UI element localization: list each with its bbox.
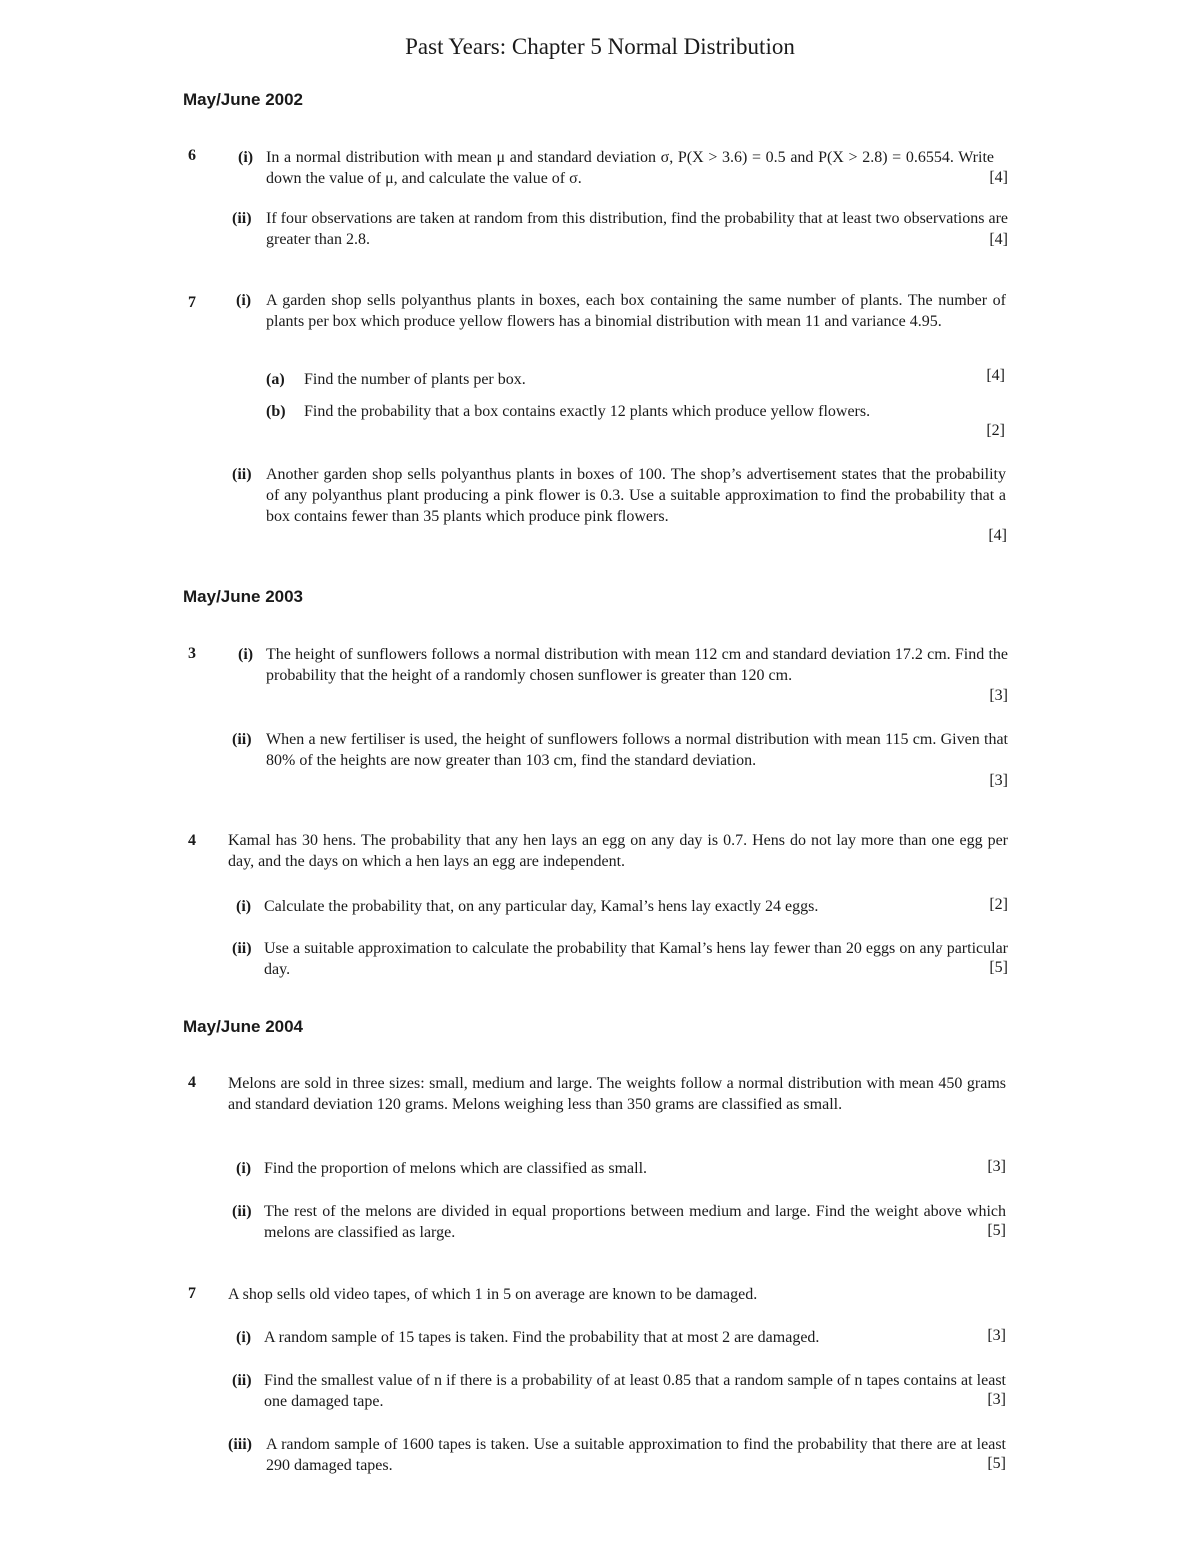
- marks: [3]: [989, 687, 1008, 704]
- part-label: (i): [238, 149, 254, 166]
- subpart-text: Find the number of plants per box.: [304, 371, 526, 388]
- part-text: When a new fertiliser is used, the height of sunflowers follows a normal distribution with mean 115 cm. Given that 80% of the heights are now greater than 103 cm, find the standard deviation.: [266, 731, 1008, 769]
- question-intro: Melons are sold in three sizes: small, medium and large. The weights follow a normal distribution with mean 450 grams and standard deviation 120 grams. Melons weighing less than 350 grams are classified as small.: [228, 1075, 1006, 1113]
- part-text: The rest of the melons are divided in equal proportions between medium and large. Find the weight above which melons are classified as large.: [264, 1203, 1006, 1241]
- question-part: [232, 464, 1006, 527]
- part-label: (ii): [232, 466, 252, 483]
- part-label: (i): [236, 1329, 252, 1346]
- marks: [4]: [989, 169, 1008, 186]
- question-part: [236, 896, 936, 917]
- subpart-label: (b): [266, 403, 286, 420]
- question-part: [228, 1434, 1006, 1476]
- question-part: [232, 938, 1008, 980]
- question-intro: A shop sells old video tapes, of which 1 in 5 on average are known to be damaged.: [228, 1286, 758, 1303]
- part-label: (i): [236, 898, 252, 915]
- part-label: (ii): [232, 940, 252, 957]
- question-part: [232, 1370, 1006, 1412]
- subpart: [266, 401, 1006, 422]
- marks: [3]: [989, 772, 1008, 789]
- subpart: [266, 369, 946, 390]
- section-heading: May/June 2003: [183, 587, 304, 606]
- question-part: [232, 208, 1008, 250]
- part-label: (ii): [232, 1372, 252, 1389]
- marks: [2]: [986, 422, 1005, 439]
- question-part: [238, 644, 1008, 686]
- question-part: [238, 147, 994, 189]
- marks: [4]: [986, 367, 1005, 384]
- part-label: (ii): [232, 210, 252, 227]
- marks: [3]: [987, 1391, 1006, 1408]
- question-number: 7: [188, 294, 196, 311]
- question-number: 7: [188, 1285, 196, 1302]
- marks: [3]: [987, 1158, 1006, 1175]
- part-text: Use a suitable approximation to calculate the probability that Kamal’s hens lay fewer than 20 eggs on any particular day.: [264, 940, 1008, 978]
- subpart-text: Find the probability that a box contains exactly 12 plants which produce yellow flowers.: [304, 403, 871, 420]
- part-text: A garden shop sells polyanthus plants in boxes, each box containing the same number of plants. The number of plants per box which produce yellow flowers has a binomial distribution with mean 11 and variance 4.95.: [266, 292, 1006, 330]
- page-title: Past Years: Chapter 5 Normal Distribution: [405, 34, 795, 59]
- part-label: (iii): [228, 1436, 252, 1453]
- part-text: Calculate the probability that, on any particular day, Kamal’s hens lay exactly 24 eggs.: [264, 898, 819, 915]
- part-text: A random sample of 1600 tapes is taken. Use a suitable approximation to find the probability that there are at least 290 damaged tapes.: [266, 1436, 1006, 1474]
- part-text: A random sample of 15 tapes is taken. Find the probability that at most 2 are damaged.: [264, 1329, 820, 1346]
- marks: [5]: [987, 1455, 1006, 1472]
- part-text: If four observations are taken at random from this distribution, find the probability that at least two observations are greater than 2.8.: [266, 210, 1008, 248]
- question-number: 6: [188, 147, 196, 164]
- marks: [2]: [989, 896, 1008, 913]
- part-text: The height of sunflowers follows a normal distribution with mean 112 cm and standard deviation 17.2 cm. Find the probability that the height of a randomly chosen sunflower is greater than 120 cm.: [266, 646, 1008, 684]
- part-label: (ii): [232, 1203, 252, 1220]
- question-part: [232, 729, 1008, 771]
- section-heading: May/June 2004: [183, 1017, 304, 1036]
- marks: [4]: [989, 231, 1008, 248]
- part-text: Find the proportion of melons which are classified as small.: [264, 1160, 648, 1177]
- marks: [4]: [988, 527, 1007, 544]
- part-label: (i): [236, 292, 252, 309]
- section-heading: May/June 2002: [183, 90, 304, 109]
- question-number: 3: [188, 645, 196, 662]
- question-part: [236, 1158, 936, 1179]
- part-text: Find the smallest value of n if there is a probability of at least 0.85 that a random sample of n tapes contains at least one damaged tape.: [264, 1372, 1006, 1410]
- question-part: [232, 1201, 1006, 1243]
- question-part: [236, 290, 1006, 332]
- part-text: In a normal distribution with mean μ and standard deviation σ, P(X > 3.6) = 0.5 and P(X > 2.8) = 0.6554. Write down the value of μ, and calculate the value of σ.: [266, 149, 994, 187]
- question-intro: Kamal has 30 hens. The probability that any hen lays an egg on any day is 0.7. Hens do not lay more than one egg per day, and the days on which a hen lays an egg are independent.: [228, 832, 1008, 870]
- part-label: (i): [238, 646, 254, 663]
- question-number: 4: [188, 1074, 196, 1091]
- marks: [5]: [987, 1222, 1006, 1239]
- question-number: 4: [188, 832, 196, 849]
- marks: [5]: [989, 959, 1008, 976]
- part-label: (ii): [232, 731, 252, 748]
- part-text: Another garden shop sells polyanthus plants in boxes of 100. The shop’s advertisement states that the probability of any polyanthus plant producing a pink flower is 0.3. Use a suitable approximation to find the probability that a box contains fewer than 35 plants which produce pink flowers.: [266, 466, 1006, 525]
- question-part: [236, 1327, 946, 1348]
- subpart-label: (a): [266, 371, 285, 388]
- part-label: (i): [236, 1160, 252, 1177]
- marks: [3]: [987, 1327, 1006, 1344]
